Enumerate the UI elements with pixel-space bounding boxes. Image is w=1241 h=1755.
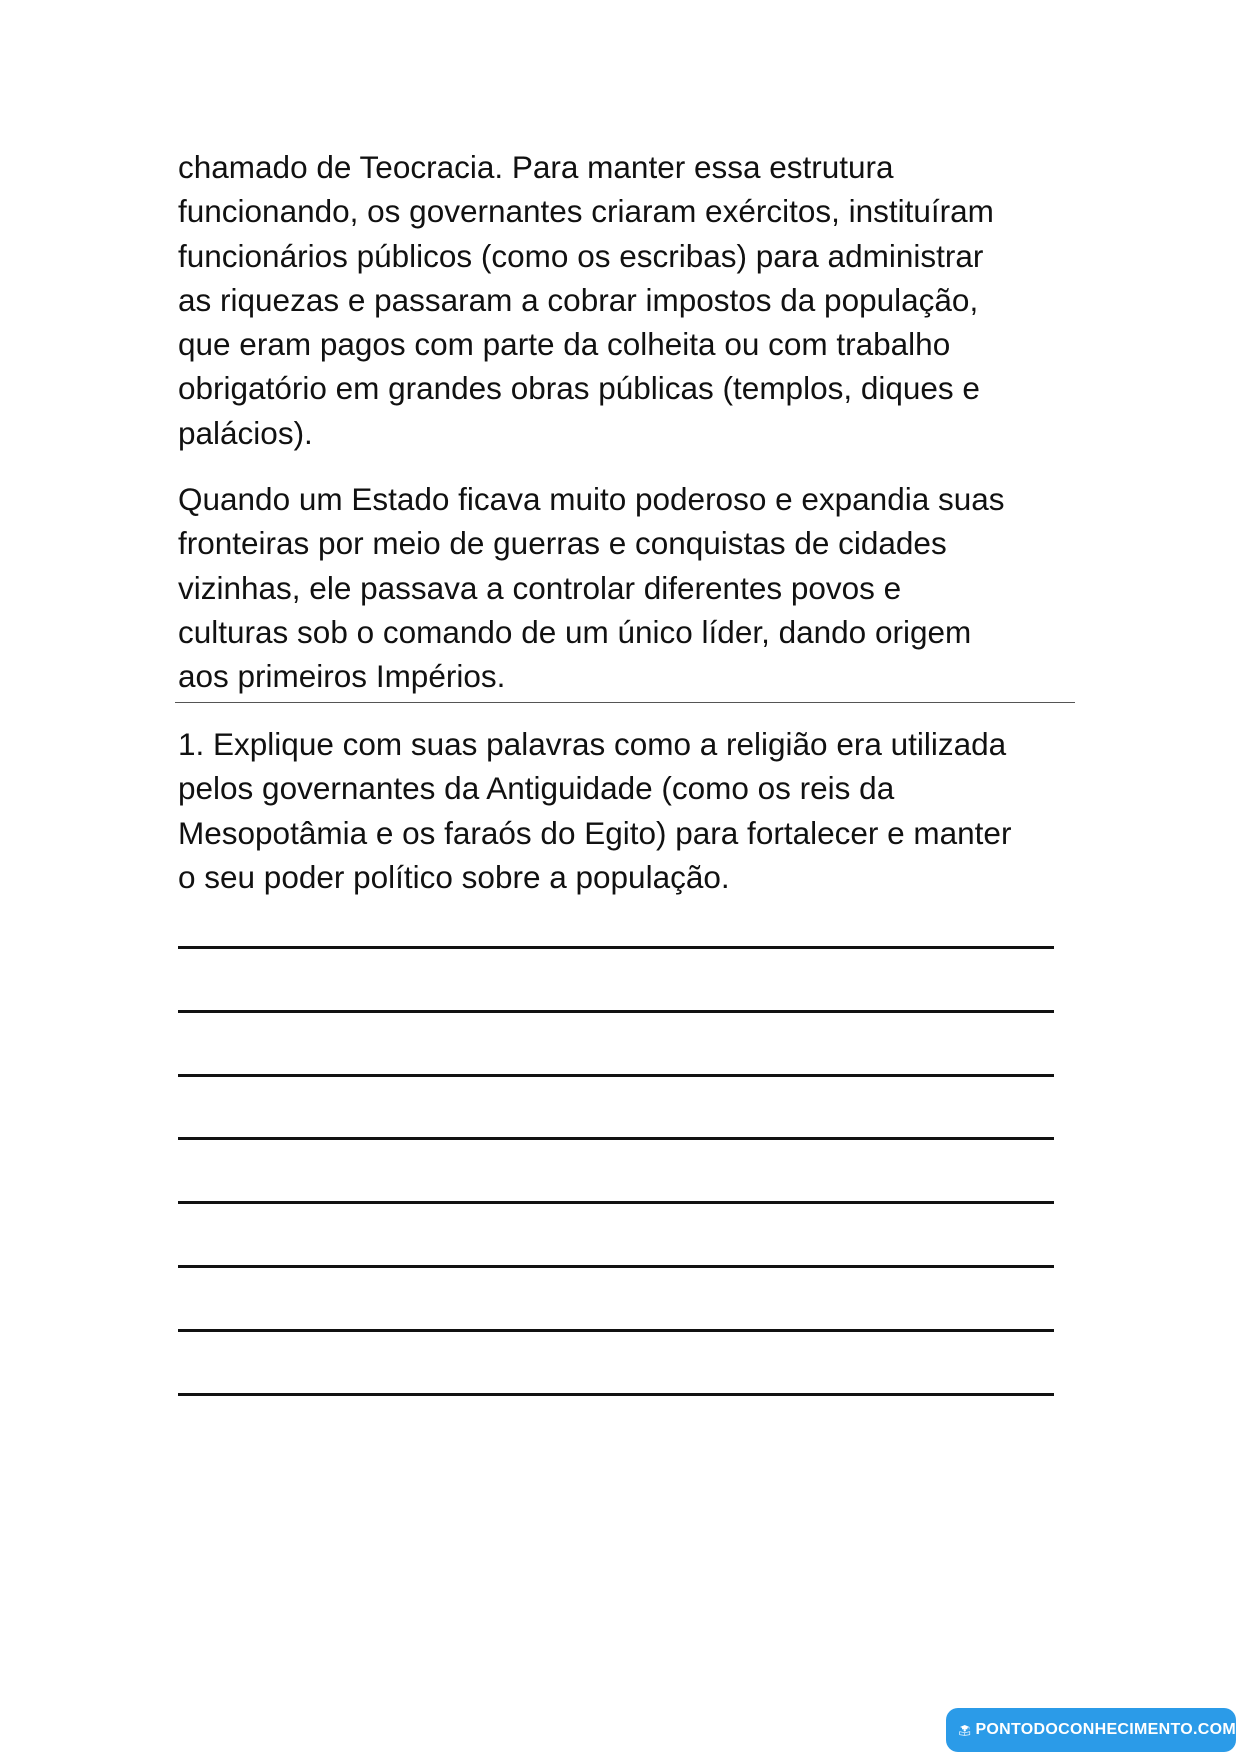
answer-line[interactable] (178, 1010, 1054, 1013)
text-line: que eram pagos com parte da colheita ou com trabalho (178, 326, 951, 363)
text-line: chamado de Teocracia. Para manter essa estrutura (178, 149, 894, 185)
text-line: Quando um Estado ficava muito poderoso e expandia suas (178, 481, 1005, 517)
question-line: o seu poder político sobre a população. (178, 858, 730, 895)
answer-line[interactable] (178, 1393, 1054, 1396)
text-line: obrigatório em grandes obras públicas (templos, diques e (178, 370, 980, 407)
site-badge (946, 1708, 1236, 1752)
answer-line[interactable] (178, 1074, 1054, 1077)
text-line: aos primeiros Impérios. (178, 658, 506, 695)
text-line: funcionando, os governantes criaram exércitos, instituíram (178, 193, 994, 230)
answer-line[interactable] (178, 1137, 1054, 1140)
text-line: as riquezas e passaram a cobrar impostos da população, (178, 281, 979, 318)
question-line: Mesopotâmia e os faraós do Egito) para fortalecer e manter (178, 814, 1012, 851)
text-line: culturas sob o comando de um único líder, dando origem (178, 613, 972, 650)
question-1 (178, 722, 1078, 899)
answer-line[interactable] (178, 1265, 1054, 1268)
answer-line[interactable] (178, 1201, 1054, 1204)
paragraph-empires (178, 477, 1078, 698)
text-line: funcionários públicos (como os escribas) para administrar (178, 237, 984, 274)
site-label: PONTODOCONHECIMENTO.COM (975, 1721, 1236, 1738)
question-line: 1. Explique com suas palavras como a religião era utilizada (178, 726, 1007, 762)
section-divider (175, 702, 1075, 703)
text-line: palácios). (178, 414, 313, 451)
graduation-reading-icon (958, 1713, 971, 1747)
paragraph-theocracy (178, 145, 1078, 455)
answer-line[interactable] (178, 1329, 1054, 1332)
answer-line[interactable] (178, 946, 1054, 949)
text-line: vizinhas, ele passava a controlar diferentes povos e (178, 569, 902, 606)
question-line: pelos governantes da Antiguidade (como os reis da (178, 770, 895, 807)
text-line: fronteiras por meio de guerras e conquistas de cidades (178, 525, 947, 562)
